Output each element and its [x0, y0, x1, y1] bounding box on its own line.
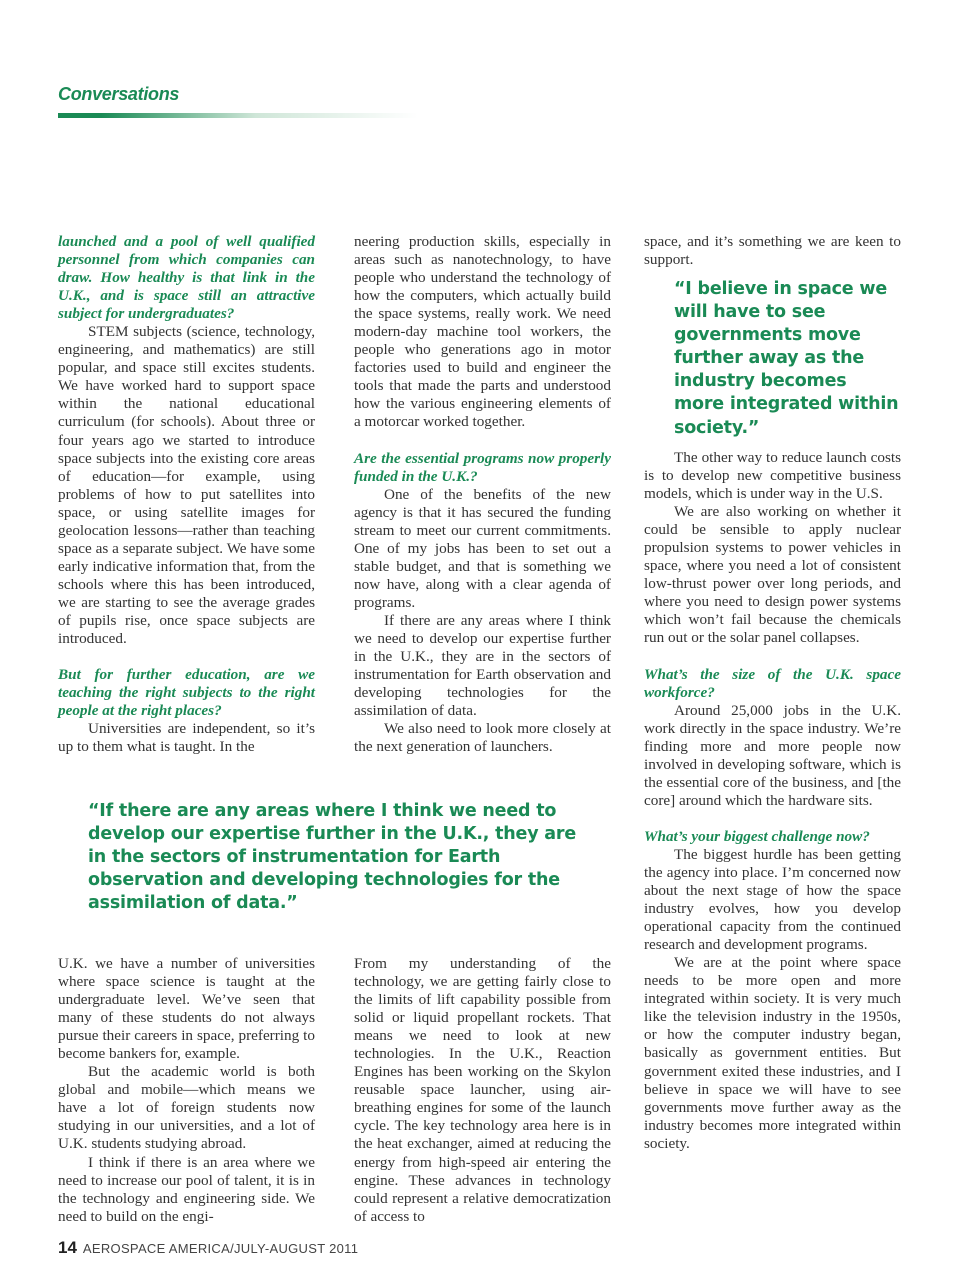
column-2-top: [354, 233, 611, 756]
column-3-top: [644, 233, 901, 269]
body-paragraph: We also need to look more closely at the next generation of launchers.: [354, 720, 611, 756]
body-paragraph: U.K. we have a number of universities where space science is taught at the undergraduate level. We’ve seen that many of these students do not always pursue their careers in space, preferring to become bankers for, example.: [58, 955, 315, 1063]
column-1-bottom: [58, 955, 315, 1226]
body-paragraph: We are at the point where space needs to be more open and more integrated within society. It is very much like the television industry in the 1950s, or how the computer industry began, basically as government entities. But government exited these industries, and I believe in space we will have to see governments move further away as the industry becomes more integrated within society.: [644, 954, 901, 1152]
body-paragraph: Universities are independent, so it’s up to them what is taught. In the: [58, 720, 315, 756]
body-paragraph: neering production skills, especially in areas such as nanotechnology, to have people who understand the technology of how the computers, which actually build the space systems, really work. We need modern-day machine tool workers, the people who generations ago in motor factories used to build and engineer the tools that made the parts and understood how the various engineering elements of a motorcar worked together.: [354, 233, 611, 431]
column-1-top: [58, 233, 315, 756]
body-paragraph: One of the benefits of the new agency is that it has secured the funding stream to meet our current commitments. One of my jobs has been to set out a stable budget, and that is something we now have, along with a clear agenda of programs.: [354, 485, 611, 611]
pull-quote-wide: “If there are any areas where I think we need to develop our expertise further in the U.K., they are in the sectors of instrumentation for Earth observation and developing technologies for the assimilation of data.”: [88, 801, 577, 914]
section-label: Conversations: [58, 84, 180, 104]
body-paragraph: STEM subjects (science, technology, engineering, and mathematics) are still popular, and space still excites students. We have worked hard to support space within the national educational curriculum (for schools). About three or four years ago we started to introduce space subjects into the existing core areas of education—for example, using problems of how to put satellites into space, or using satellite images for geolocation lessons—rather than teaching space as a separate subject. We have some early indicative information that, from the schools where this has been introduced, we are starting to see the average grades of pupils rise, once space subjects are introduced.: [58, 323, 315, 648]
body-paragraph: If there are any areas where I think we need to develop our expertise further in the U.K., they are in the sectors of instrumentation for Earth observation and developing technologies for the assimilation of data.: [354, 611, 611, 720]
pull-quote-side: “I believe in space we will have to see governments move further away as the industry becomes more integrated within society.”: [674, 279, 899, 438]
body-paragraph: But the academic world is both global and mobile—which means we have a lot of foreign students now studying in our universities, and a lot of U.K. students studying abroad.: [58, 1063, 315, 1153]
body-paragraph: From my understanding of the technology, we are getting fairly close to the limits of lift capability possible from solid or liquid propellant rockets. That means we need to look at new technologies. In the U.K., Reaction Engines has been working on the Skylon reusable space launcher, using air-breathing engines for some of the launch cycle. The key technology area here is in the heat exchanger, aimed at reducing the energy from high-speed air entering the engine. These advances in technology could represent a relative democratization of access to: [354, 955, 611, 1225]
page-footer: [58, 1238, 358, 1258]
body-paragraph: We are also working on whether it could be sensible to apply nuclear propulsion systems to power vehicles in space, where you need a lot of consistent low-thrust power over long periods, and where you need to design power systems which won’t fail because the chemicals run out or the solar panel collapses.: [644, 503, 901, 647]
page-number: 14: [58, 1238, 77, 1257]
body-paragraph: I think if there is an area where we need to increase our pool of talent, it is in the technology and engineering side. We need to build on the engi-: [58, 1153, 315, 1225]
body-paragraph: The other way to reduce launch costs is to develop new competitive business models, which is under way in the U.S.: [644, 449, 901, 503]
column-3-main: [644, 449, 901, 1153]
body-paragraph: Around 25,000 jobs in the U.K. work directly in the space industry. We’re finding more and more people now involved in developing software, which is the essential core of the business, and [the core] around which the hardware sits.: [644, 701, 901, 809]
interview-question: What’s your biggest challenge now?: [644, 827, 870, 845]
column-2-bottom: [354, 955, 611, 1226]
publication-name: AEROSPACE AMERICA/JULY-AUGUST 2011: [82, 1241, 359, 1256]
interview-question: What’s the size of the U.K. space workforce?: [644, 665, 901, 701]
body-paragraph: space, and it’s something we are keen to support.: [644, 233, 901, 269]
interview-question: Are the essential programs now properly funded in the U.K.?: [354, 449, 611, 485]
interview-question: But for further education, are we teaching the right subjects to the right people at the right places?: [58, 666, 315, 720]
body-paragraph: The biggest hurdle has been getting the agency into place. I’m concerned now about the next stage of how the space industry evolves, how you develop operational capacity from the continued research and development programs.: [644, 845, 901, 954]
section-divider: [58, 113, 418, 118]
interview-question: launched and a pool of well qualified personnel from which companies can draw. How healthy is that link in the U.K., and is space still an attractive subject for undergraduates?: [58, 233, 315, 323]
